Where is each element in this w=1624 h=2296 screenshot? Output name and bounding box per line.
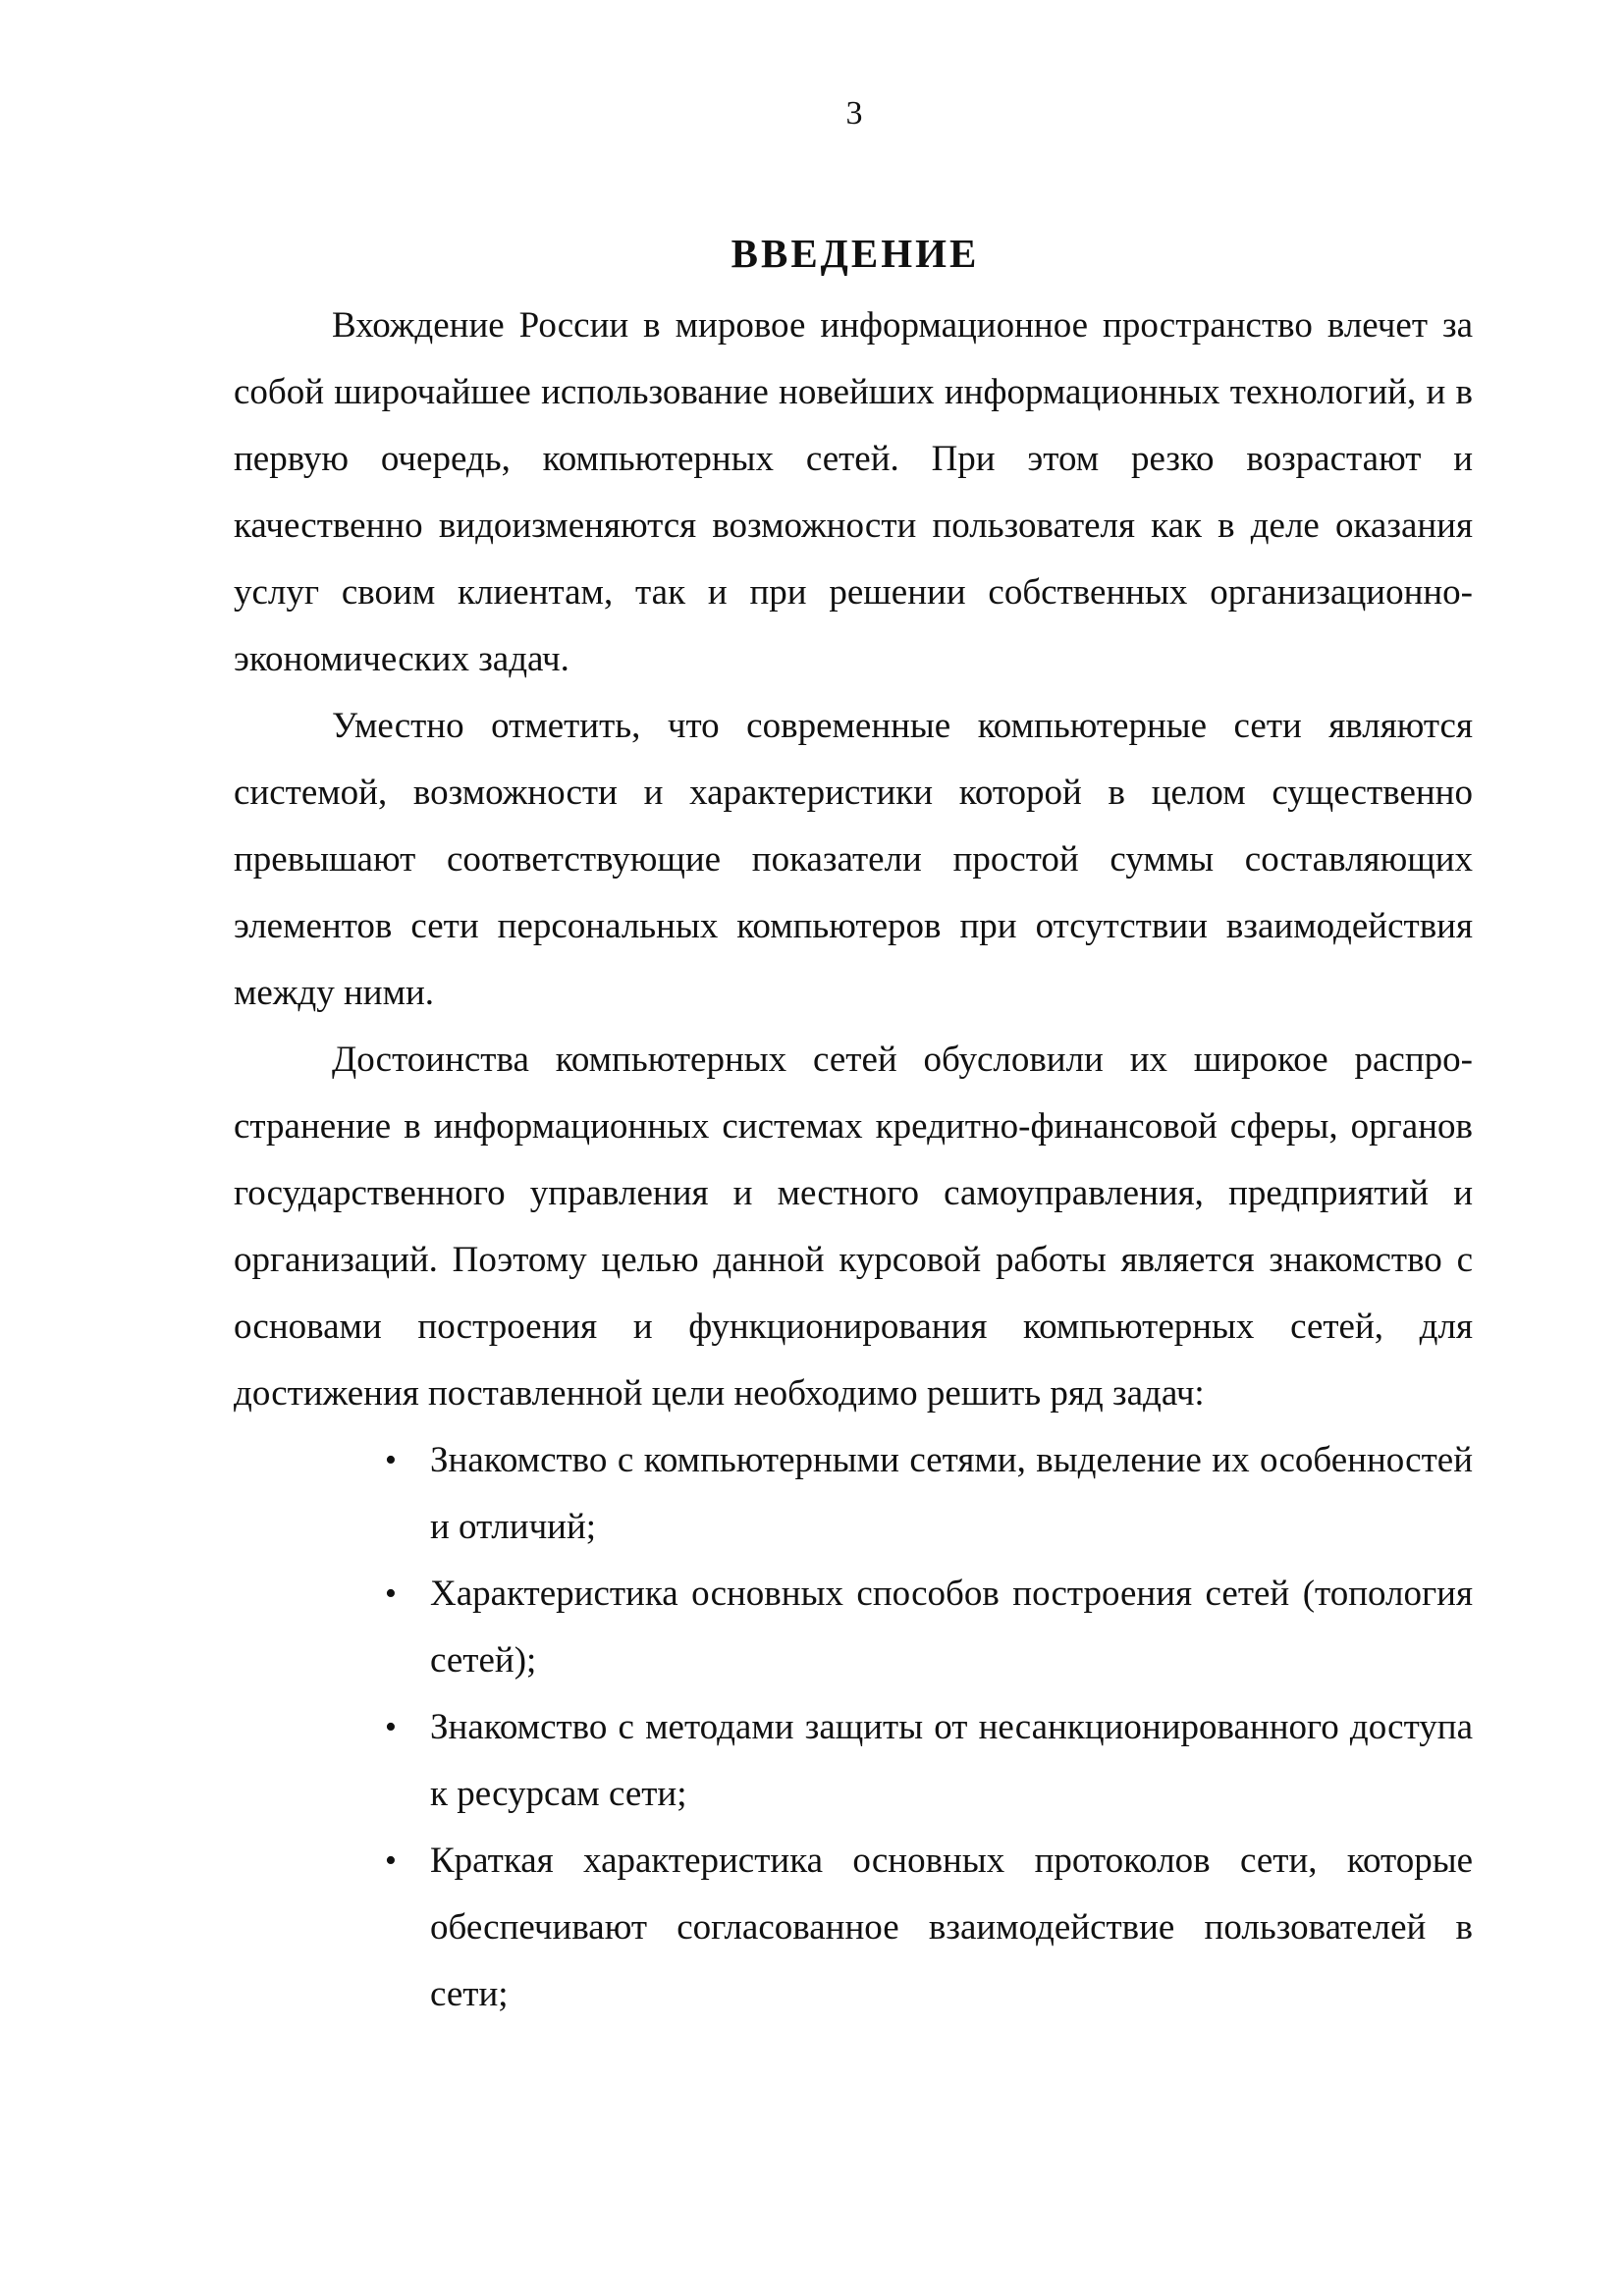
bullet-icon: •: [385, 1709, 397, 1745]
section-title: ВВЕДЕНИЕ: [731, 231, 980, 276]
goal-text: Знакомство с компьютерными сетями, выделение их особенностей и отличий;: [430, 1440, 1473, 1547]
goal-text: Характеристика основных способов построения сетей (топология сетей);: [430, 1574, 1473, 1681]
goal-text: Краткая характеристика основных протоколов сети, которые обеспечивают согласованное взаимодействие пользователей в сети;: [430, 1841, 1473, 2014]
paragraph-intro: Вхождение России в мировое информационное пространство влечет за собой широчайшее использование новейших информационных технологий, и в первую очередь, компьютерных сетей. При этом резко возрастают и качественно видоизменяются возможности пользователя как в деле оказания услуг своим клиентам, так и при решении собственных организационно-экономических задач.: [234, 305, 1473, 679]
bullet-icon: •: [385, 1842, 397, 1879]
page-number: 3: [845, 95, 863, 132]
paragraph-purpose: Достоинства компьютерных сетей обусловили их широкое распространение в информационных системах кредитно-финансовой сферы, органов государственного управления и местного самоуправления, предприятий и организаций. Поэтому целью данной курсовой работы является знакомство с основами построения и функционирования компьютерных сетей, для достижения поставленной цели необходимо решить ряд задач:: [234, 1040, 1473, 1414]
goal-item: [385, 1828, 1473, 2028]
bullet-icon: •: [385, 1575, 397, 1612]
goal-item: [385, 1427, 1473, 1561]
goal-text: Знакомство с методами защиты от несанкционированного доступа к ресурсам сети;: [430, 1707, 1473, 1814]
goal-item: [385, 1694, 1473, 1828]
goal-item: [385, 1561, 1473, 1694]
paragraph-networks-system: Уместно отметить, что современные компьютерные сети являются системой, возможности и характеристики которой в целом существенно превышают соответствующие показатели простой суммы составляющих элементов сети персональных компьютеров при отсутствии взаимодействия между ними.: [234, 706, 1473, 1013]
goals-list: [234, 1427, 1473, 2028]
bullet-icon: •: [385, 1442, 397, 1478]
page-content: [234, 218, 1473, 2028]
